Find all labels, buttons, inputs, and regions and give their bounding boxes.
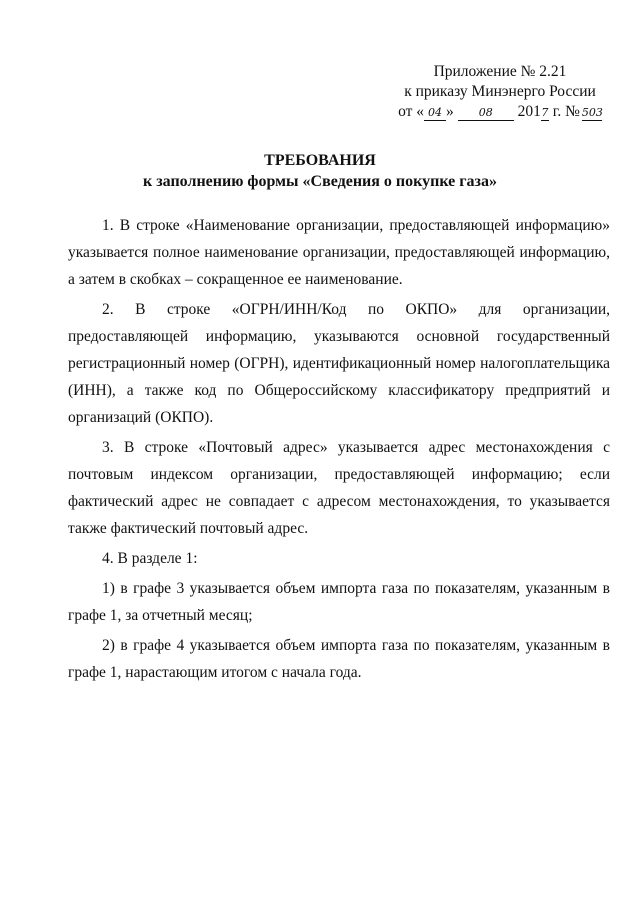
paragraph-4: 4. В разделе 1: bbox=[102, 550, 198, 567]
handwritten-month: 08 bbox=[458, 106, 514, 121]
date-mid: » bbox=[446, 103, 454, 120]
paragraph-1: 1. В строке «Наименование организации, предоставляющей информацию» указывается полное наименование организации, предоставляющей информацию, а затем в скобках – сокращенное ее наименование. bbox=[68, 217, 610, 288]
appendix-number: Приложение № 2.21 bbox=[433, 63, 567, 80]
date-year-suffix: г. № bbox=[548, 103, 580, 120]
appendix-date-line bbox=[380, 102, 620, 122]
paragraph-3: 3. В строке «Почтовый адрес» указывается адрес местонахождения с почтовым индексом организации, предоставляющей информацию; если фактический адрес не совпадает с адресом местонахождения, то указывается также фактический почтовый адрес. bbox=[68, 439, 610, 537]
date-prefix: от « bbox=[398, 103, 425, 120]
date-year-prefix: 201 bbox=[517, 103, 541, 120]
title-main: ТРЕБОВАНИЯ bbox=[264, 152, 376, 169]
document-title bbox=[0, 150, 640, 192]
paragraph-4-1: 1) в графе 3 указывается объем импорта газа по показателям, указанным в графе 1, за отчетный месяц; bbox=[68, 580, 610, 624]
handwritten-day: 04 bbox=[424, 106, 446, 121]
title-subtitle: к заполнению формы «Сведения о покупке газа» bbox=[143, 173, 497, 190]
appendix-order-ref: к приказу Минэнерго России bbox=[404, 83, 596, 100]
handwritten-year-digit: 7 bbox=[541, 106, 549, 119]
handwritten-order-number: 503 bbox=[581, 106, 603, 119]
paragraph-2: 2. В строке «ОГРН/ИНН/Код по ОКПО» для организации, предоставляющей информацию, указываются основной государственный регистрационный номер (ОГРН), идентификационный номер налогоплательщика (ИНН), а также код по Общероссийскому классификатору предприятий и организаций (ОКПО). bbox=[68, 301, 610, 426]
document-body bbox=[68, 212, 610, 689]
paragraph-4-2: 2) в графе 4 указывается объем импорта газа по показателям, указанным в графе 1, нарастающим итогом с начала года. bbox=[68, 637, 610, 681]
appendix-header bbox=[380, 62, 620, 122]
